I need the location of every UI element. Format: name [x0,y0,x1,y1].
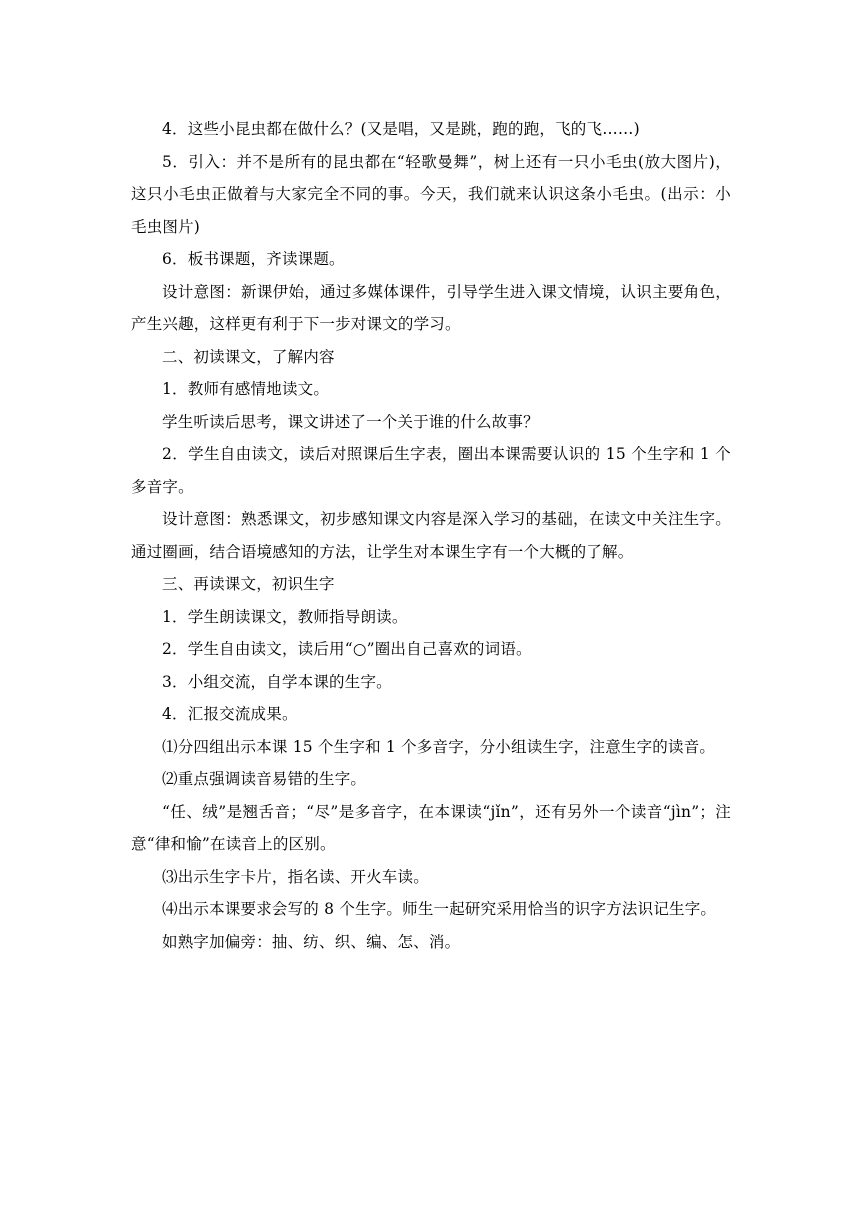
paragraph-design-intent-1: 设计意图：新课伊始，通过多媒体课件，引导学生进入课文情境，认识主要角色，产生兴趣，这样更有利于下一步对课文的学习。 [131,282,731,333]
paragraph-group-exchange: 3．小组交流，自学本课的生字。 [162,672,392,691]
paragraph-radicals-example: 如熟字加偏旁：抽、纺、织、编、怎、消。 [162,932,461,951]
paragraph-circle-words: 2．学生自由读文，读后用“○”圈出自己喜欢的词语。 [162,640,532,658]
paragraph-step-5: 5．引入：并不是所有的昆虫都在“轻歌曼舞”，树上还有一只小毛虫(放大图片)，这只小毛虫正做着与大家完全不同的事。今天，我们就来认识这条小毛虫。(出示：小毛虫图片) [131,152,731,236]
section-heading-2: 二、初读课文，了解内容 [162,347,335,366]
document-body [131,113,731,958]
paragraph-pronunciation-note: “任、绒”是翘舌音；“尽”是多音字，在本课读“jǐn”，还有另外一个读音“jìn”；注意“律和愉”在读音上的区别。 [131,802,731,853]
paragraph-sub-1: ⑴分四组出示本课 15 个生字和 1 个多音字，分小组读生字，注意生字的读音。 [162,737,716,756]
paragraph-student-think: 学生听读后思考，课文讲述了一个关于谁的什么故事？ [162,412,539,431]
paragraph-teacher-reads: 1．教师有感情地读文。 [162,380,330,398]
paragraph-sub-4: ⑷出示本课要求会写的 8 个生字。师生一起研究采用恰当的识字方法识记生字。 [162,900,717,918]
paragraph-report: 4．汇报交流成果。 [162,705,298,723]
paragraph-sub-2: ⑵重点强调读音易错的生字。 [162,770,367,788]
paragraph-design-intent-2: 设计意图：熟悉课文，初步感知课文内容是深入学习的基础，在读文中关注生字。通过圈画，结合语境感知的方法，让学生对本课生字有一个大概的了解。 [131,510,731,561]
section-heading-3: 三、再读课文，初识生字 [162,575,335,593]
paragraph-student-read: 2．学生自由读文，读后对照课后生字表，圈出本课需要认识的 15 个生字和 1 个多音字。 [131,445,731,496]
paragraph-step-6: 6．板书课题，齐读课题。 [162,250,345,268]
paragraph-read-aloud: 1．学生朗读课文，教师指导朗读。 [162,607,408,626]
paragraph-step-4: 4．这些小昆虫都在做什么？(又是唱，又是跳，跑的跑，飞的飞……) [162,120,640,138]
paragraph-sub-3: ⑶出示生字卡片，指名读、开火车读。 [162,867,429,886]
